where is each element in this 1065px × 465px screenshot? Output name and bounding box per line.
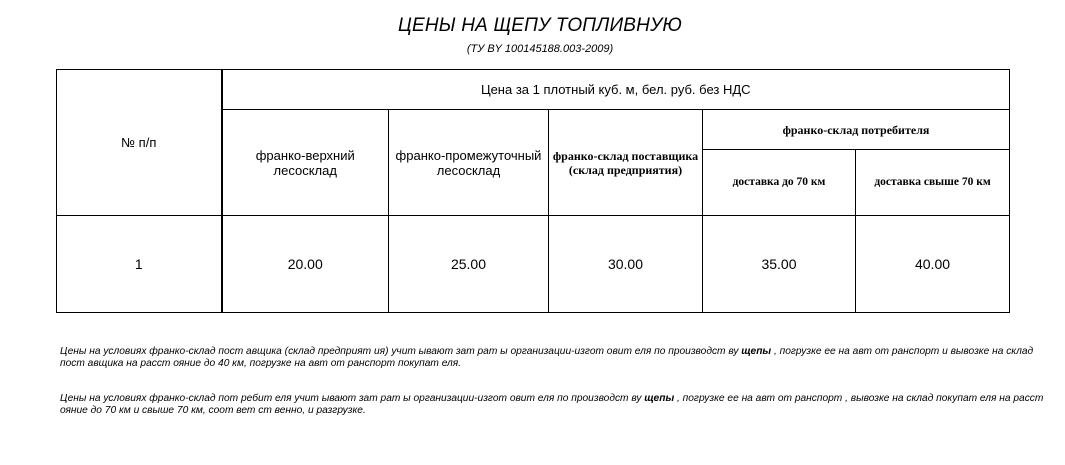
cell-number: 1 xyxy=(57,216,222,313)
note-text: Цены на условиях франко-склад пост авщика (склад предприят ия) учит ывают зат рат ы организации-изгот овит еля по производст ву xyxy=(60,346,742,357)
price-table xyxy=(56,69,1010,313)
note-bold-word: щепы xyxy=(644,393,675,404)
header-delivery-over-70: доставка свыше 70 км xyxy=(856,150,1010,216)
note-text: , погрузке ее на авт от ранспорт и вывозке на склад пост авщика на расст ояние до 40 км, погрузке на авт от ранспорт покупат еля. xyxy=(60,346,1034,369)
document-subtitle: (ТУ BY 100145188.003-2009) xyxy=(466,43,614,55)
cell-upper-price: 20.00 xyxy=(222,216,389,313)
note-text: , погрузке ее на авт от ранспорт , вывозке на склад покупат еля на расст ояние до 70 км и свыше 70 км, соот вет ст венно, и разгрузке. xyxy=(60,393,1044,416)
header-consumer-warehouse: франко-склад потребителя xyxy=(703,110,1010,150)
cell-intermediate-price: 25.00 xyxy=(389,216,549,313)
header-intermediate-warehouse: франко-промежуточный лесосклад xyxy=(389,110,549,216)
table-row xyxy=(57,216,1010,313)
col-number-header: № п/п xyxy=(57,70,222,216)
header-supplier-warehouse: франко-склад поставщика (склад предприятия) xyxy=(549,110,703,216)
note-bold-word: щепы xyxy=(741,346,772,357)
document-title: ЦЕНЫ НА ЩЕПУ ТОПЛИВНУЮ xyxy=(397,15,683,36)
header-upper-warehouse: франко-верхний лесосклад xyxy=(222,110,389,216)
note-text: Цены на условиях франко-склад пот ребит еля учит ывают зат рат ы организации-изгот овит еля по производст ву xyxy=(60,393,645,404)
note-supplier-conditions xyxy=(60,346,1060,370)
note-consumer-conditions xyxy=(60,393,1060,417)
header-delivery-to-70: доставка до 70 км xyxy=(703,150,856,216)
cell-delivery-over-70-price: 40.00 xyxy=(856,216,1010,313)
cell-supplier-price: 30.00 xyxy=(549,216,703,313)
cell-delivery-to-70-price: 35.00 xyxy=(703,216,856,313)
price-header: Цена за 1 плотный куб. м, бел. руб. без НДС xyxy=(222,70,1010,110)
